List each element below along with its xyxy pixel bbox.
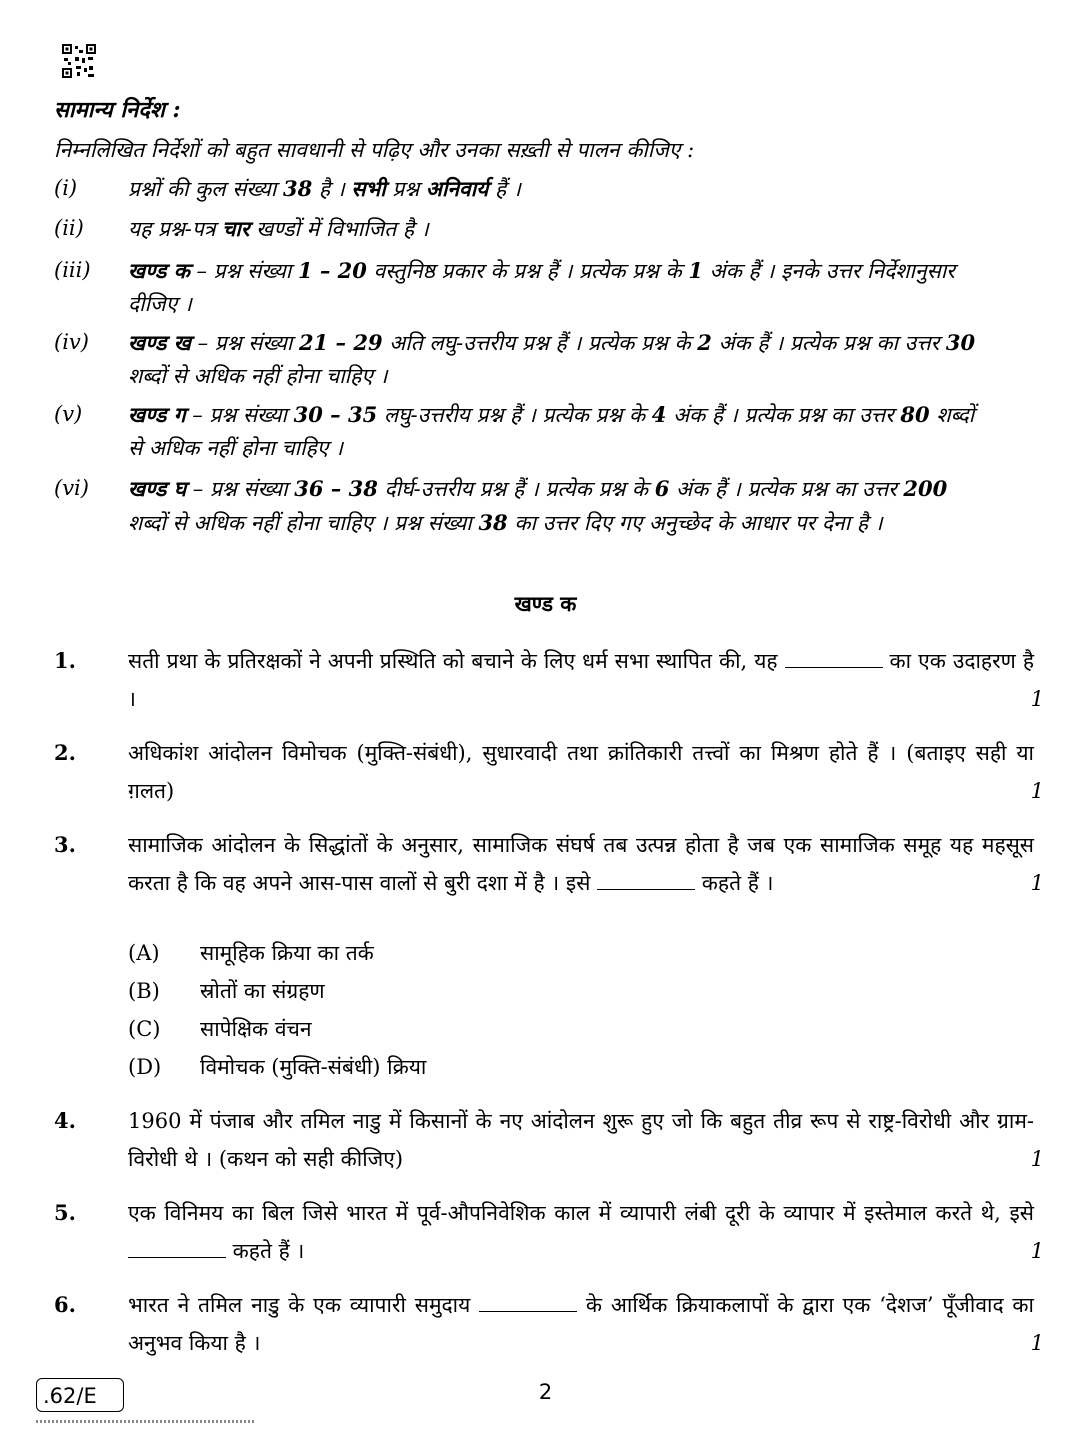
option-label: (D) [128, 1055, 162, 1079]
question-marks: 1 [1030, 1239, 1044, 1263]
instruction-item: (iv) खण्ड ख – प्रश्न संख्या 21 – 29 अति लघु-उत्तरीय प्रश्न हैं । प्रत्येक प्रश्न के 2 अंक हैं । प्रत्येक प्रश्न का उत्तर 30 शब्दों से अधिक नहीं होना चाहिए । [54, 326, 989, 393]
instruction-number: (vi) [54, 476, 89, 500]
instruction-item: (v) खण्ड ग – प्रश्न संख्या 30 – 35 लघु-उत्तरीय प्रश्न हैं । प्रत्येक प्रश्न के 4 अंक हैं । प्रत्येक प्रश्न का उत्तर 80 शब्दों से अधिक नहीं होना चाहिए । [54, 398, 989, 465]
option-text: विमोचक (मुक्ति-संबंधी) क्रिया [200, 1055, 427, 1079]
question-text: 1960 में पंजाब और तमिल नाडु में किसानों के नए आंदोलन शुरू हुए जो कि बहुत तीव्र रूप से राष्ट्र-विरोधी और ग्राम-विरोधी थे । (कथन को सही कीजिए) [128, 1109, 1034, 1171]
question-marks: 1 [1030, 1331, 1044, 1355]
instruction-item: (ii) यह प्रश्न-पत्र चार खण्डों में विभाजित है । [54, 212, 989, 246]
instruction-number: (iii) [54, 258, 91, 282]
question-item [54, 1102, 1044, 1178]
question-marks: 1 [1030, 687, 1044, 711]
answer-blank [479, 1310, 577, 1312]
instruction-item: (i) प्रश्नों की कुल संख्या 38 है । सभी प्रश्न अनिवार्य हैं । [54, 172, 989, 206]
page-number: 2 [538, 1380, 553, 1404]
question-text: भारत ने तमिल नाडु के एक व्यापारी समुदाय के आर्थिक क्रियाकलापों के द्वारा एक ‘देशज’ पूँजीवाद का अनुभव किया है । [128, 1293, 1034, 1355]
microtext-strip [36, 1420, 256, 1423]
instruction-number: (ii) [54, 216, 84, 240]
question-marks: 1 [1030, 871, 1044, 895]
question-item [54, 642, 1044, 718]
option-text: स्रोतों का संग्रहण [200, 979, 325, 1003]
qr-code-icon [62, 44, 96, 78]
answer-blank [785, 666, 883, 668]
question-text: एक विनिमय का बिल जिसे भारत में पूर्व-औपनिवेशिक काल में व्यापारी लंबी दूरी के व्यापार में इस्तेमाल करते थे, इसे कहते हैं । [128, 1201, 1034, 1263]
instructions-intro: निम्नलिखित निर्देशों को बहुत सावधानी से पढ़िए और उनका सख़्ती से पालन कीजिए : [54, 138, 695, 162]
question-item [54, 826, 1044, 902]
question-number: 1. [54, 648, 76, 673]
question-number: 2. [54, 740, 76, 765]
instruction-item: (iii) खण्ड क – प्रश्न संख्या 1 – 20 वस्तुनिष्ठ प्रकार के प्रश्न हैं । प्रत्येक प्रश्न के 1 अंक हैं । इनके उत्तर निर्देशानुसार दीजिए । [54, 254, 989, 321]
paper-code: .62/E [36, 1378, 124, 1412]
question-item [54, 734, 1044, 810]
option-label: (C) [128, 1017, 161, 1041]
question-item [54, 1194, 1044, 1270]
section-title: खण्ड क [514, 591, 577, 616]
question-number: 3. [54, 832, 76, 857]
question-number: 5. [54, 1200, 76, 1225]
instruction-number: (iv) [54, 330, 89, 354]
question-text: अधिकांश आंदोलन विमोचक (मुक्ति-संबंधी), सुधारवादी तथा क्रांतिकारी तत्त्वों का मिश्रण होते हैं । (बताइए सही या ग़लत) [128, 741, 1034, 803]
question-marks: 1 [1030, 779, 1044, 803]
option-label: (A) [128, 941, 160, 965]
answer-blank [128, 1256, 226, 1258]
question-text: सामाजिक आंदोलन के सिद्धांतों के अनुसार, सामाजिक संघर्ष तब उत्पन्न होता है जब एक सामाजिक समूह यह महसूस करता है कि वह अपने आस-पास वालों से बुरी दशा में है । इसे कहते हैं । [128, 833, 1034, 895]
question-number: 4. [54, 1108, 76, 1133]
instruction-item: (vi) खण्ड घ – प्रश्न संख्या 36 – 38 दीर्घ-उत्तरीय प्रश्न हैं । प्रत्येक प्रश्न के 6 अंक हैं । प्रत्येक प्रश्न का उत्तर 200 शब्दों से अधिक नहीं होना चाहिए । प्रश्न संख्या 38 का उत्तर दिए गए अनुच्छेद के आधार पर देना है । [54, 472, 989, 540]
option-label: (B) [128, 979, 160, 1003]
option-text: सापेक्षिक वंचन [200, 1017, 312, 1041]
general-instructions-heading: सामान्य निर्देश : [54, 97, 181, 123]
option-text: सामूहिक क्रिया का तर्क [200, 941, 374, 965]
instruction-number: (v) [54, 402, 83, 426]
question-marks: 1 [1030, 1147, 1044, 1171]
question-number: 6. [54, 1292, 76, 1317]
question-item [54, 1286, 1044, 1362]
answer-blank [597, 888, 695, 890]
instruction-number: (i) [54, 176, 78, 200]
question-text: सती प्रथा के प्रतिरक्षकों ने अपनी प्रस्थिति को बचाने के लिए धर्म सभा स्थापित की, यह का एक उदाहरण है । [128, 649, 1034, 711]
